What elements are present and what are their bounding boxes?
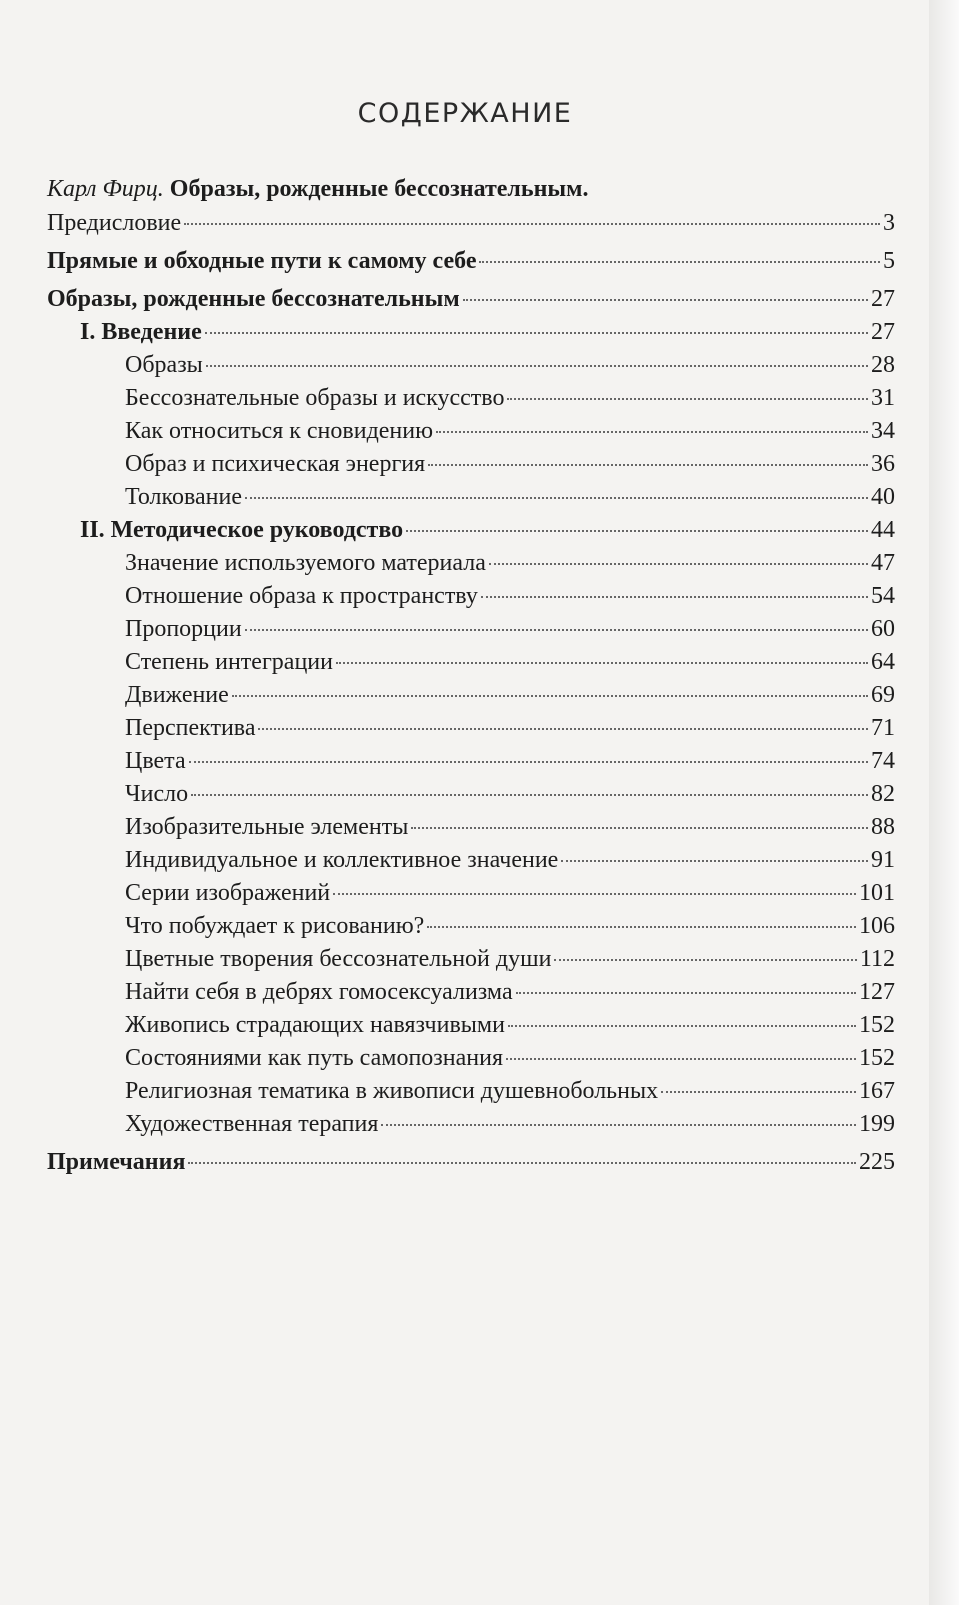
- toc-entry-page: 3: [883, 210, 895, 236]
- toc-entry-page: 31: [871, 385, 895, 411]
- dot-leader: [381, 1124, 856, 1126]
- toc-entry-page: 127: [859, 979, 895, 1005]
- toc-entry-page: 64: [871, 649, 895, 675]
- toc-entry-label: Предисловие: [47, 210, 182, 236]
- table-of-contents: [47, 173, 895, 1179]
- dot-leader: [333, 893, 856, 895]
- dot-leader: [184, 223, 880, 225]
- toc-entry: [47, 415, 895, 448]
- toc-entry-label: Образы, рожденные бессознательным: [47, 286, 460, 312]
- toc-entry: [47, 679, 895, 712]
- toc-entry-page: 225: [859, 1149, 895, 1175]
- toc-entry-label: Индивидуальное и коллективное значение: [125, 847, 559, 873]
- toc-entry-label: Образы: [125, 352, 203, 378]
- toc-entry: [47, 712, 895, 745]
- toc-entry-label: Религиозная тематика в живописи душевнобольных: [125, 1078, 659, 1104]
- toc-entry-label: Изобразительные элементы: [125, 814, 409, 840]
- toc-entry: [47, 283, 895, 316]
- toc-entry-label: Живопись страдающих навязчивыми: [125, 1012, 505, 1038]
- toc-entry: [47, 877, 895, 910]
- toc-entry: [47, 646, 895, 679]
- toc-entry: [47, 745, 895, 778]
- toc-entry: [47, 514, 895, 547]
- page-title: СОДЕРЖАНИЕ: [357, 98, 573, 129]
- dot-leader: [427, 926, 856, 928]
- toc-entry-page: 82: [871, 781, 895, 807]
- toc-entry-page: 27: [871, 286, 895, 312]
- dot-leader: [188, 1162, 856, 1164]
- toc-entry: [47, 1146, 895, 1179]
- toc-entry-page: 40: [871, 484, 895, 510]
- toc-entry-page: 167: [859, 1078, 895, 1104]
- author-name: Карл Фирц.: [47, 176, 164, 202]
- toc-entry-page: 60: [871, 616, 895, 642]
- dot-leader: [189, 761, 868, 763]
- toc-entry: [47, 448, 895, 481]
- toc-entry-label: II. Методическое руководство: [80, 517, 404, 543]
- toc-entry: [47, 547, 895, 580]
- toc-entry-page: 27: [871, 319, 895, 345]
- toc-entry-page: 36: [871, 451, 895, 477]
- toc-entry-label: Найти себя в дебрях гомосексуализма: [125, 979, 513, 1005]
- toc-entry-page: 28: [871, 352, 895, 378]
- toc-entry-label: Состояниями как путь самопознания: [125, 1045, 503, 1071]
- toc-entry-page: 106: [859, 913, 895, 939]
- toc-entry: [47, 382, 895, 415]
- toc-entry-label: Движение: [125, 682, 229, 708]
- toc-entry: [47, 580, 895, 613]
- toc-entry-label: Цветные творения бессознательной души: [125, 946, 552, 972]
- toc-entry-label: Цвета: [125, 748, 186, 774]
- dot-leader: [554, 959, 856, 961]
- toc-entry: [47, 844, 895, 877]
- toc-entry: [47, 811, 895, 844]
- toc-entry: [47, 613, 895, 646]
- dot-leader: [232, 695, 868, 697]
- toc-entry-label: Что побуждает к рисованию?: [125, 913, 425, 939]
- toc-entry: [47, 976, 895, 1009]
- dot-leader: [508, 1025, 856, 1027]
- dot-leader: [479, 261, 880, 263]
- toc-entry: [47, 1108, 895, 1141]
- dot-leader: [258, 728, 868, 730]
- toc-entry-label: Прямые и обходные пути к самому себе: [47, 248, 477, 274]
- toc-entry-page: 88: [871, 814, 895, 840]
- toc-entry: [47, 778, 895, 811]
- author-heading: [47, 173, 895, 207]
- toc-entry-page: 34: [871, 418, 895, 444]
- toc-entry: [47, 1009, 895, 1042]
- toc-entry-label: Значение используемого материала: [125, 550, 486, 576]
- dot-leader: [516, 992, 856, 994]
- toc-entry-label: I. Введение: [80, 319, 202, 345]
- toc-entry-page: 71: [871, 715, 895, 741]
- dot-leader: [205, 332, 868, 334]
- toc-entry-label: Перспектива: [125, 715, 256, 741]
- toc-entry: [47, 1075, 895, 1108]
- dot-leader: [428, 464, 868, 466]
- toc-entry-page: 101: [859, 880, 895, 906]
- toc-entry-page: 69: [871, 682, 895, 708]
- dot-leader: [481, 596, 868, 598]
- toc-entry-label: Пропорции: [125, 616, 242, 642]
- dot-leader: [191, 794, 868, 796]
- toc-entry-label: Степень интеграции: [125, 649, 333, 675]
- toc-entry-label: Как относиться к сновидению: [125, 418, 434, 444]
- dot-leader: [406, 530, 868, 532]
- toc-entry-page: 5: [883, 248, 895, 274]
- toc-entry-label: Число: [125, 781, 189, 807]
- toc-entry-page: 91: [871, 847, 895, 873]
- page-edge: [929, 0, 959, 1605]
- dot-leader: [206, 365, 868, 367]
- toc-entry: [47, 943, 895, 976]
- dot-leader: [506, 1058, 856, 1060]
- toc-entry: [47, 910, 895, 943]
- dot-leader: [436, 431, 868, 433]
- toc-entry-page: 199: [859, 1111, 895, 1137]
- toc-entry-label: Толкование: [125, 484, 242, 510]
- dot-leader: [661, 1091, 856, 1093]
- dot-leader: [489, 563, 868, 565]
- dot-leader: [245, 629, 868, 631]
- dot-leader: [245, 497, 868, 499]
- dot-leader: [411, 827, 868, 829]
- toc-entry-label: Образ и психическая энергия: [125, 451, 426, 477]
- dot-leader: [561, 860, 868, 862]
- toc-list: [47, 207, 895, 1179]
- toc-entry-label: Серии изображений: [125, 880, 331, 906]
- toc-entry: [47, 1042, 895, 1075]
- toc-entry-page: 152: [859, 1045, 895, 1071]
- dot-leader: [463, 299, 868, 301]
- toc-entry-label: Бессознательные образы и искусство: [125, 385, 505, 411]
- dot-leader: [336, 662, 868, 664]
- toc-entry-page: 47: [871, 550, 895, 576]
- toc-entry: [47, 207, 895, 240]
- book-title: Образы, рожденные бессознательным.: [169, 176, 589, 202]
- toc-entry: [47, 245, 895, 278]
- toc-entry-page: 54: [871, 583, 895, 609]
- toc-entry-label: Примечания: [47, 1149, 186, 1175]
- dot-leader: [507, 398, 868, 400]
- toc-entry-page: 152: [859, 1012, 895, 1038]
- toc-entry: [47, 481, 895, 514]
- toc-entry: [47, 349, 895, 382]
- toc-entry-page: 74: [871, 748, 895, 774]
- toc-entry-page: 44: [871, 517, 895, 543]
- toc-entry: [47, 316, 895, 349]
- toc-entry-page: 112: [859, 946, 895, 972]
- toc-entry-label: Художественная терапия: [125, 1111, 379, 1137]
- toc-entry-label: Отношение образа к пространству: [125, 583, 478, 609]
